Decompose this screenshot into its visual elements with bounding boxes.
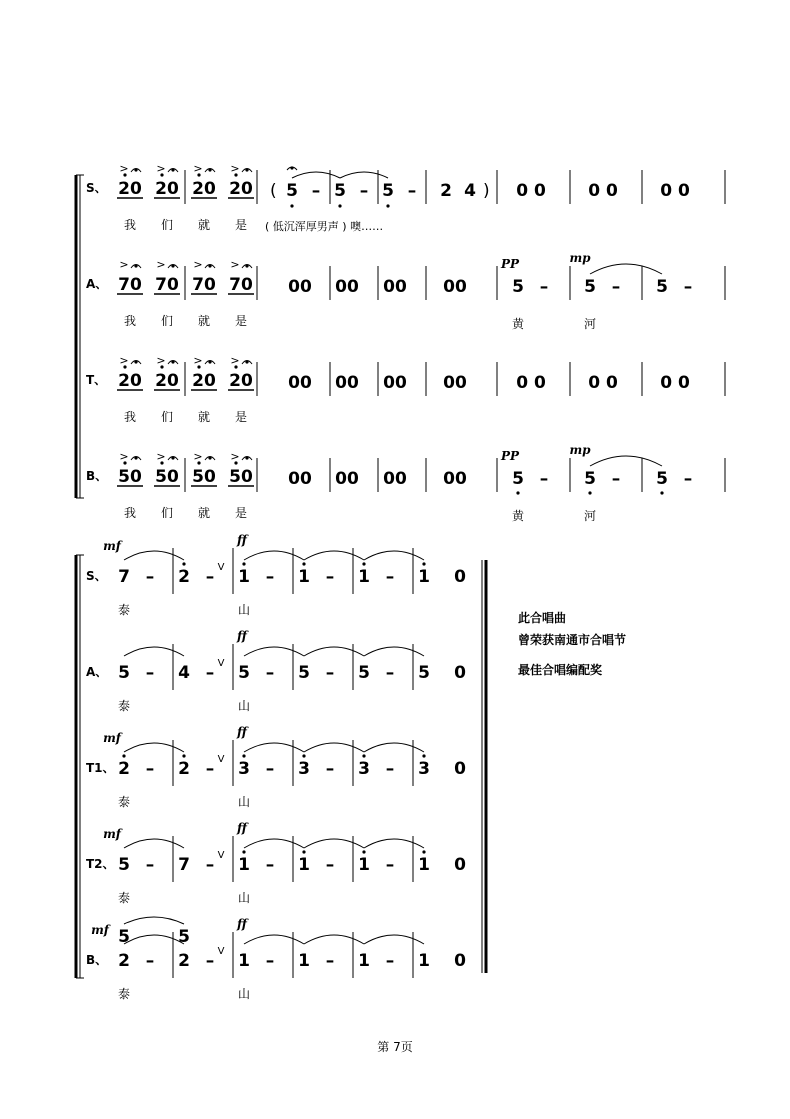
- system1-voice-2-lyric-4: 是: [234, 314, 248, 328]
- system2-voice-4-dash-3: –: [265, 855, 275, 875]
- system2-voice-1-dash-6: 0: [454, 567, 466, 587]
- system1-voice-4-tail-lyric-1: 黄: [511, 509, 525, 523]
- system1-voice-4-tail-dash-1: –: [539, 469, 549, 489]
- system1-voice-1-opening-4-accent-mark: >: [230, 162, 240, 175]
- system2-voice-5-breath-mark: V: [217, 946, 225, 957]
- system1-voice-4-opening-4-fermata-dot: [245, 456, 248, 459]
- system1-voice-4-tail-lyric-2: 河: [583, 509, 597, 523]
- system1-voice-1-main-note-b-4: 4: [464, 181, 476, 201]
- system1-voice-2-tail-note-1: 5: [512, 277, 524, 297]
- system2-voice-4-lyric-1: 泰: [117, 891, 131, 905]
- system2-voice-3-note-4: 3: [298, 759, 310, 779]
- system2-voice-5-dynamic-2: ff: [237, 917, 247, 931]
- system2-voice-3-dash-2: –: [205, 759, 215, 779]
- system2-voice-3-high-dot-3: [242, 754, 245, 757]
- system2-voice-5-slur-1: [124, 935, 184, 944]
- system1-voice-1-lyric-4: 是: [234, 218, 248, 232]
- system2-voice-1-note-2: 2: [178, 567, 190, 587]
- system1-voice-3-opening-2-fermata-dot: [171, 360, 174, 363]
- system1-voice-4-opening-note-1: 50: [118, 467, 142, 487]
- system2-voice-2-note-1: 5: [118, 663, 130, 683]
- system1-voice-2-opening-note-4: 70: [229, 275, 253, 295]
- system1-voice-4-opening-note-3: 50: [192, 467, 216, 487]
- system1-voice-1-opening-note-4: 20: [229, 179, 253, 199]
- system2-voice-1-slur-2: [244, 551, 304, 560]
- system2-voice-3-high-dot-2: [182, 754, 185, 757]
- system1-voice-2-dynamic-1: PP: [500, 257, 520, 271]
- system2-voice-1-slur-4: [364, 551, 424, 560]
- system1-voice-4-opening-2-fermata-dot: [171, 456, 174, 459]
- system1-voice-4-opening-3-fermata-dot: [208, 456, 211, 459]
- system2-voice-1-high-dot-2: [182, 562, 185, 565]
- system2-voice-4-note-6: 1: [418, 855, 430, 875]
- system1-voice-1-opening-1-fermata-dot: [134, 168, 137, 171]
- system1-voice-1-extra-lyric: ( 低沉浑厚男声 ) 噢……: [265, 220, 384, 233]
- system2-voice-3-dash-4: –: [325, 759, 335, 779]
- system2-voice-3-high-dot-6: [422, 754, 425, 757]
- system2-voice-1-slur-1: [124, 551, 184, 560]
- system2-voice-5-dash-1: –: [145, 951, 155, 971]
- system2-voice-1-note-4: 1: [298, 567, 310, 587]
- system2-voice-2-slur-4: [364, 647, 424, 656]
- system2-voice-1-dash-2: –: [205, 567, 215, 587]
- system2-voice-4-high-dot-3: [242, 850, 245, 853]
- system2-voice-2-note-4: 5: [298, 663, 310, 683]
- system2-voice-2-note-2: 4: [178, 663, 190, 683]
- system1-voice-3-lyric-4: 是: [234, 410, 248, 424]
- system2-voice-3-note-5: 3: [358, 759, 370, 779]
- system1-voice-3-lyric-2: 们: [160, 410, 174, 424]
- system2-voice-2-dash-5: –: [385, 663, 395, 683]
- system1-voice-4-lyric-1: 我: [123, 506, 137, 520]
- system1-voice-2-main-rest-1: 00: [288, 277, 312, 297]
- system1-voice-4-dynamic-1: PP: [500, 449, 520, 463]
- system1-voice-4-opening-note-2: 50: [155, 467, 179, 487]
- system1-voice-4-tail-note-3: 5: [656, 469, 668, 489]
- system1-voice-4-tail-note-1: 5: [512, 469, 524, 489]
- system1-voice-4-lyric-3: 就: [197, 506, 211, 520]
- system1-voice-4-opening-3-accent-mark: >: [193, 450, 203, 463]
- system1-voice-4-tail-dash-2: –: [611, 469, 621, 489]
- system2-voice-2-dash-6: 0: [454, 663, 466, 683]
- system1-voice-2-lyric-1: 我: [123, 314, 137, 328]
- system1-voice-1-close-paren: ): [483, 181, 490, 201]
- system1-voice-4-tail-low-dot-3: [660, 491, 663, 494]
- system2-voice-5-upper-slur: [124, 917, 184, 924]
- system2-voice-2-label: A、: [86, 665, 108, 679]
- system2-voice-3-note-6: 3: [418, 759, 430, 779]
- system2-voice-3-breath-mark: V: [217, 754, 225, 765]
- system2-voice-4-dynamic-2: ff: [237, 821, 247, 835]
- system1-voice-3-opening-note-2: 20: [155, 371, 179, 391]
- system2-voice-3-high-dot-5: [362, 754, 365, 757]
- system2-voice-4-dash-1: –: [145, 855, 155, 875]
- system1-voice-3-tail-rest-2: 0 0: [588, 373, 618, 393]
- system1-voice-2-tail-lyric-1: 黄: [511, 317, 525, 331]
- system2-voice-2-dash-2: –: [205, 663, 215, 683]
- system1-voice-2-dynamic-2: mp: [569, 251, 591, 265]
- system2-voice-4-slur-3: [304, 839, 364, 848]
- system1-voice-2-opening-note-1: 70: [118, 275, 142, 295]
- system1-voice-2-tail-dash-3: –: [683, 277, 693, 297]
- system2-voice-1-dynamic-2: ff: [237, 533, 247, 547]
- award-note-line-3: 最佳合唱编配奖: [518, 663, 603, 677]
- system2-voice-4-note-3: 1: [238, 855, 250, 875]
- system2-voice-3-dash-3: –: [265, 759, 275, 779]
- award-note-line-2: 曾荣获南通市合唱节: [518, 633, 627, 647]
- system2-voice-2-note-6: 5: [418, 663, 430, 683]
- system2-voice-5-dash-4: –: [325, 951, 335, 971]
- award-note: [518, 607, 626, 681]
- system2-voice-5-note-2: 2: [178, 951, 190, 971]
- system2-voice-3-note-3: 3: [238, 759, 250, 779]
- system1-voice-2-opening-note-2: 70: [155, 275, 179, 295]
- system2-voice-4-high-dot-4: [302, 850, 305, 853]
- system2-voice-3-high-dot-4: [302, 754, 305, 757]
- system2-voice-5-note-3: 1: [238, 951, 250, 971]
- system2-voice-2-dash-4: –: [325, 663, 335, 683]
- system1-voice-2-opening-2-fermata-dot: [171, 264, 174, 267]
- system2-voice-3-slur-2: [244, 743, 304, 752]
- system1-voice-3-main-rest-2: 00: [335, 373, 359, 393]
- system2-voice-1-dash-5: –: [385, 567, 395, 587]
- system1-voice-4-opening-2-accent-mark: >: [156, 450, 166, 463]
- system1-voice-1-lyric-3: 就: [197, 218, 211, 232]
- system2-voice-5-slur-2: [244, 935, 304, 944]
- system1-voice-1-opening-2-accent-mark: >: [156, 162, 166, 175]
- system1-voice-2-lyric-2: 们: [160, 314, 174, 328]
- system2-voice-2-dynamic-2: ff: [237, 629, 247, 643]
- system2-voice-1-breath-mark: V: [217, 562, 225, 573]
- system2-voice-4-dash-2: –: [205, 855, 215, 875]
- system2-voice-3-dynamic-2: ff: [237, 725, 247, 739]
- system1-voice-1-opening-3-fermata-dot: [208, 168, 211, 171]
- system1-voice-3-opening-note-1: 20: [118, 371, 142, 391]
- system1-voice-4-tail-slur: [590, 456, 662, 466]
- system1-voice-1-opening-note-1: 20: [118, 179, 142, 199]
- system1-voice-1-main-low-dot-3: [386, 204, 389, 207]
- system2-voice-3-dash-1: –: [145, 759, 155, 779]
- system1-voice-1-main-note-1: 5: [286, 181, 298, 201]
- system2-voice-3-lyric-2: 山: [237, 795, 251, 809]
- system1-voice-3-lyric-1: 我: [123, 410, 137, 424]
- system1-voice-2-lyric-3: 就: [197, 314, 211, 328]
- system1-voice-3-opening-note-3: 20: [192, 371, 216, 391]
- system2-voice-3-high-dot-1: [122, 754, 125, 757]
- system1-voice-2-main-rest-4: 00: [443, 277, 467, 297]
- system1-voice-3-tail-rest-3: 0 0: [660, 373, 690, 393]
- system2-voice-2-dash-1: –: [145, 663, 155, 683]
- system2-voice-4-slur-1: [124, 839, 184, 848]
- system2-voice-2-lyric-1: 泰: [117, 699, 131, 713]
- system1-voice-2-tail-note-3: 5: [656, 277, 668, 297]
- system2-voice-3-note-1: 2: [118, 759, 130, 779]
- system2-voice-3-label: T1、: [86, 761, 115, 775]
- system1-voice-1-slur-2: [340, 172, 388, 178]
- system1-voice-2-label: A、: [86, 277, 108, 291]
- system1-voice-3-opening-2-accent-mark: >: [156, 354, 166, 367]
- system2-voice-5-slur-4: [364, 935, 424, 944]
- system1-voice-3-lyric-3: 就: [197, 410, 211, 424]
- system2-voice-4-breath-mark: V: [217, 850, 225, 861]
- system2-voice-4-note-4: 1: [298, 855, 310, 875]
- system2-voice-5-slur-3: [304, 935, 364, 944]
- system2-voice-5-lyric-2: 山: [237, 987, 251, 1001]
- system1-voice-1-opening-note-3: 20: [192, 179, 216, 199]
- award-note-line-1: 此合唱曲: [518, 611, 567, 625]
- system1-voice-3-opening-note-4: 20: [229, 371, 253, 391]
- system1-voice-3-opening-3-fermata-dot: [208, 360, 211, 363]
- system1-voice-1-main-note-b-3: –: [407, 181, 417, 201]
- system1-voice-1-tail-rest-2: 0 0: [588, 181, 618, 201]
- system2-voice-3-slur-3: [304, 743, 364, 752]
- system1-voice-4-main-rest-1: 00: [288, 469, 312, 489]
- system2-voice-1-dash-4: –: [325, 567, 335, 587]
- system1-voice-1-tail-rest-1: 0 0: [516, 181, 546, 201]
- system1-voice-1-lyric-2: 们: [160, 218, 174, 232]
- system2-voice-1-label: S、: [86, 569, 107, 583]
- system1-voice-1-opening-4-fermata-dot: [245, 168, 248, 171]
- system2-voice-4-note-2: 7: [178, 855, 190, 875]
- system2-voice-1-high-dot-5: [362, 562, 365, 565]
- system1-voice-4-label: B、: [86, 469, 108, 483]
- system2-voice-4-lyric-2: 山: [237, 891, 251, 905]
- system1-voice-1-opening-note-2: 20: [155, 179, 179, 199]
- system2-voice-5-label: B、: [86, 953, 108, 967]
- system2-voice-1-lyric-2: 山: [237, 603, 251, 617]
- system2-voice-1-note-6: 1: [418, 567, 430, 587]
- system2-voice-2-note-5: 5: [358, 663, 370, 683]
- system1-voice-1-main-fermata-dot: [290, 166, 293, 169]
- system2-voice-5-dash-3: –: [265, 951, 275, 971]
- system2-voice-4-note-1: 5: [118, 855, 130, 875]
- system2-voice-4-label: T2、: [86, 857, 115, 871]
- system2-voice-4-note-5: 1: [358, 855, 370, 875]
- system2-voice-5-upper-note-2: 5: [178, 927, 190, 947]
- system1-voice-4-main-rest-3: 00: [383, 469, 407, 489]
- system1-voice-2-tail-dash-1: –: [539, 277, 549, 297]
- system1-voice-2-opening-1-fermata-dot: [134, 264, 137, 267]
- system1-voice-2-tail-note-2: 5: [584, 277, 596, 297]
- system2-voice-5-upper-note-1: 5: [118, 927, 130, 947]
- system1-voice-3-opening-1-fermata-dot: [134, 360, 137, 363]
- system1-voice-1-main-note-4: 2: [440, 181, 452, 201]
- system1-voice-1-main-note-2: 5: [334, 181, 346, 201]
- system2-voice-2-slur-3: [304, 647, 364, 656]
- system1-voice-2-tail-slur: [590, 264, 662, 274]
- system1-voice-4-tail-note-2: 5: [584, 469, 596, 489]
- system1-voice-2-opening-3-accent-mark: >: [193, 258, 203, 271]
- system1-voice-3-opening-4-accent-mark: >: [230, 354, 240, 367]
- system1-voice-3-main-rest-3: 00: [383, 373, 407, 393]
- system2-voice-1-note-3: 1: [238, 567, 250, 587]
- system1-voice-1-main-note-b-2: –: [359, 181, 369, 201]
- system1-voice-4-main-rest-2: 00: [335, 469, 359, 489]
- system2-voice-3-slur-1: [124, 743, 184, 752]
- system1-voice-4-opening-1-accent-mark: >: [119, 450, 129, 463]
- system1-voice-2-opening-3-fermata-dot: [208, 264, 211, 267]
- system1-voice-1-slur-1: [292, 172, 340, 178]
- system2-voice-3-dash-5: –: [385, 759, 395, 779]
- system1-voice-3-label: T、: [86, 373, 107, 387]
- system2-voice-3-lyric-1: 泰: [117, 795, 131, 809]
- system2-voice-1-dash-1: –: [145, 567, 155, 587]
- system1-voice-4-dynamic-2: mp: [569, 443, 591, 457]
- system2-voice-3-dash-6: 0: [454, 759, 466, 779]
- system1-voice-2-main-rest-2: 00: [335, 277, 359, 297]
- system2-voice-2-slur-2: [244, 647, 304, 656]
- system2-voice-3-dynamic-1: mf: [103, 731, 121, 745]
- system1-voice-2-opening-4-accent-mark: >: [230, 258, 240, 271]
- system2-voice-2-lyric-2: 山: [237, 699, 251, 713]
- system1-voice-1-main-low-dot-2: [338, 204, 341, 207]
- system2-voice-4-slur-2: [244, 839, 304, 848]
- system2-voice-3-note-2: 2: [178, 759, 190, 779]
- system2-voice-4-high-dot-5: [362, 850, 365, 853]
- system2-voice-2-breath-mark: V: [217, 658, 225, 669]
- system1-voice-1-opening-1-accent-mark: >: [119, 162, 129, 175]
- system1-voice-2-opening-2-accent-mark: >: [156, 258, 166, 271]
- system1-voice-1-opening-3-accent-mark: >: [193, 162, 203, 175]
- system2-voice-5-lyric-1: 泰: [117, 987, 131, 1001]
- system2-voice-5-dash-2: –: [205, 951, 215, 971]
- system1-voice-1-main-note-3: 5: [382, 181, 394, 201]
- system2-voice-1-lyric-1: 泰: [117, 603, 131, 617]
- system2-voice-5-dynamic-1: mf: [91, 923, 109, 937]
- system2-voice-1-dash-3: –: [265, 567, 275, 587]
- system1-voice-1-lyric-1: 我: [123, 218, 137, 232]
- system1-voice-4-lyric-4: 是: [234, 506, 248, 520]
- system1-voice-1-label: S、: [86, 181, 107, 195]
- system1-voice-3-main-rest-4: 00: [443, 373, 467, 393]
- system1-voice-4-main-rest-4: 00: [443, 469, 467, 489]
- system1-voice-3-opening-1-accent-mark: >: [119, 354, 129, 367]
- system1-voice-4-opening-1-fermata-dot: [134, 456, 137, 459]
- system1-voice-4-lyric-2: 们: [160, 506, 174, 520]
- system1-voice-2-opening-4-fermata-dot: [245, 264, 248, 267]
- system2-voice-4-dash-5: –: [385, 855, 395, 875]
- page-number: 第 7页: [377, 1040, 413, 1054]
- system1-voice-1-open-paren: (: [270, 181, 277, 201]
- system1-voice-4-opening-4-accent-mark: >: [230, 450, 240, 463]
- system1-voice-3-tail-rest-1: 0 0: [516, 373, 546, 393]
- system2-voice-5-note-1: 2: [118, 951, 130, 971]
- system2-voice-1-high-dot-3: [242, 562, 245, 565]
- system2-voice-5-dash-6: 0: [454, 951, 466, 971]
- system2-voice-2-slur-1: [124, 647, 184, 656]
- system1-voice-1-main-note-b-1: –: [311, 181, 321, 201]
- system1-voice-3-opening-3-accent-mark: >: [193, 354, 203, 367]
- system2-voice-1-note-1: 7: [118, 567, 130, 587]
- system1-voice-3-main-rest-1: 00: [288, 373, 312, 393]
- system1-voice-2-opening-note-3: 70: [192, 275, 216, 295]
- system2-voice-1-high-dot-6: [422, 562, 425, 565]
- system2-voice-4-dash-6: 0: [454, 855, 466, 875]
- system1-voice-2-opening-1-accent-mark: >: [119, 258, 129, 271]
- system1-voice-2-tail-lyric-2: 河: [583, 317, 597, 331]
- system2-voice-5-dash-5: –: [385, 951, 395, 971]
- system1-voice-4-tail-dash-3: –: [683, 469, 693, 489]
- system2-voice-5-note-6: 1: [418, 951, 430, 971]
- system1-voice-4-tail-low-dot-2: [588, 491, 591, 494]
- system2-voice-4-slur-4: [364, 839, 424, 848]
- system1-voice-4-tail-low-dot-1: [516, 491, 519, 494]
- system1-voice-1-tail-rest-3: 0 0: [660, 181, 690, 201]
- system2-voice-4-dash-4: –: [325, 855, 335, 875]
- system2-voice-1-slur-3: [304, 551, 364, 560]
- system2-voice-1-dynamic-1: mf: [103, 539, 121, 553]
- system1-voice-1-opening-2-fermata-dot: [171, 168, 174, 171]
- system1-voice-1-main-low-dot-1: [290, 204, 293, 207]
- system2-voice-2-note-3: 5: [238, 663, 250, 683]
- system1-voice-4-opening-note-4: 50: [229, 467, 253, 487]
- system2-voice-4-dynamic-1: mf: [103, 827, 121, 841]
- system1-voice-3-opening-4-fermata-dot: [245, 360, 248, 363]
- system2-voice-2-dash-3: –: [265, 663, 275, 683]
- system2-voice-3-slur-4: [364, 743, 424, 752]
- system1-voice-2-tail-dash-2: –: [611, 277, 621, 297]
- system2-voice-5-note-4: 1: [298, 951, 310, 971]
- system2-voice-1-note-5: 1: [358, 567, 370, 587]
- system2-voice-5-note-5: 1: [358, 951, 370, 971]
- system2-voice-1-high-dot-4: [302, 562, 305, 565]
- system1-voice-2-main-rest-3: 00: [383, 277, 407, 297]
- system2-voice-4-high-dot-6: [422, 850, 425, 853]
